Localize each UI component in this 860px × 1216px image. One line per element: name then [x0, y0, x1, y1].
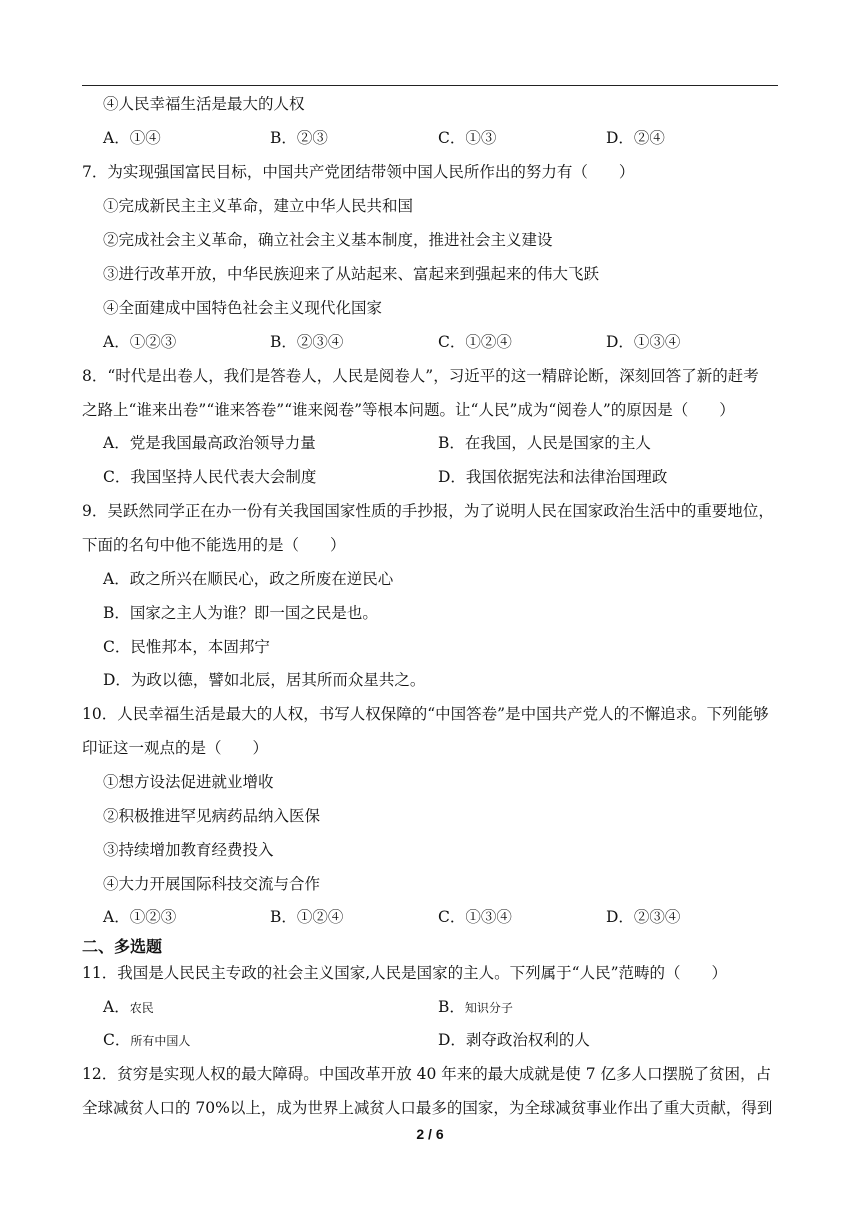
q8-option-d: D．我国依据宪法和法律治国理政 [438, 468, 668, 486]
section-heading-multi-choice: 二、多选题 [82, 937, 163, 956]
q7-item-2: ②完成社会主义革命，确立社会主义基本制度，推进社会主义建设 [103, 231, 553, 249]
q11-option-b-text: 知识分子 [464, 1001, 513, 1015]
q6-option-d: D．②④ [606, 129, 665, 147]
q11-option-a-text: 农民 [129, 1001, 154, 1015]
q9-option-b: B．国家之主人为谁？即一国之民是也。 [103, 604, 378, 622]
q10-item-2: ②积极推进罕见病药品纳入医保 [103, 807, 321, 825]
q10-option-d: D．②③④ [606, 908, 681, 926]
prev-item-4: ④人民幸福生活是最大的人权 [103, 95, 305, 113]
q10-item-4: ④大力开展国际科技交流与合作 [103, 875, 321, 893]
q6-option-c: C．①③ [438, 129, 497, 147]
q8-stem-1: 8．“时代是出卷人，我们是答卷人，人民是阅卷人”，习近平的这一精辟论断，深刻回答了新的赶考 [82, 367, 759, 385]
q8-option-b: B．在我国，人民是国家的主人 [438, 434, 651, 452]
q11-option-b-letter: B． [438, 998, 465, 1016]
q10-item-1: ①想方设法促进就业增收 [103, 773, 274, 791]
q6-option-b: B．②③ [270, 129, 328, 147]
q9-stem-1: 9．吴跃然同学正在办一份有关我国国家性质的手抄报，为了说明人民在国家政治生活中的重要地位， [82, 502, 774, 520]
q11-option-a-letter: A． [103, 998, 130, 1016]
q8-stem-2: 之路上“谁来出卷”“谁来答卷”“谁来阅卷”等根本问题。让“人民”成为“阅卷人”的原因是（ ） [82, 401, 735, 419]
q7-item-3: ③进行改革开放，中华民族迎来了从站起来、富起来到强起来的伟大飞跃 [103, 265, 600, 283]
q6-option-a: A．①④ [103, 129, 161, 147]
q10-stem-1: 10．人民幸福生活是最大的人权，书写人权保障的“中国答卷”是中国共产党人的不懈追求。下列能够 [82, 705, 769, 723]
q11-option-c-letter: C． [103, 1031, 131, 1049]
q7-stem: 7．为实现强国富民目标，中国共产党团结带领中国人民所作出的努力有（ ） [82, 163, 635, 181]
q7-item-1: ①完成新民主主义革命，建立中华人民共和国 [103, 197, 414, 215]
q11-option-d: D．剥夺政治权利的人 [438, 1031, 590, 1049]
q12-line-1: 12．贫穷是实现人权的最大障碍。中国改革开放 40 年来的最大成就是使 7 亿多人口摆脱了贫困，占 [82, 1065, 772, 1083]
q7-item-4: ④全面建成中国特色社会主义现代化国家 [103, 299, 383, 317]
q9-option-c: C．民惟邦本，本固邦宁 [103, 638, 270, 656]
q11-option-b [438, 997, 513, 1018]
q7-option-b: B．②③④ [270, 333, 344, 351]
q7-option-d: D．①③④ [606, 333, 681, 351]
q8-option-c: C．我国坚持人民代表大会制度 [103, 468, 317, 486]
q12-line-2: 全球减贫人口的 70%以上，成为世界上减贫人口最多的国家，为全球减贫事业作出了重大贡献，得到 [82, 1099, 773, 1117]
q11-stem: 11．我国是人民民主专政的社会主义国家,人民是国家的主人。下列属于“人民”范畴的（ ） [82, 964, 728, 982]
q9-option-d: D．为政以德，譬如北辰，居其所而众星共之。 [103, 671, 426, 689]
q10-option-a: A．①②③ [103, 908, 177, 926]
q7-option-c: C．①②④ [438, 333, 512, 351]
q10-item-3: ③持续增加教育经费投入 [103, 841, 274, 859]
q8-option-a: A．党是我国最高政治领导力量 [103, 434, 316, 452]
q10-stem-2: 印证这一观点的是（ ） [82, 739, 269, 757]
q11-option-c [103, 1030, 190, 1051]
q9-stem-2: 下面的名句中他不能选用的是（ ） [82, 536, 346, 554]
header-rule [82, 85, 778, 86]
q11-option-c-text: 所有中国人 [130, 1034, 191, 1048]
q10-option-c: C．①③④ [438, 908, 512, 926]
q10-option-b: B．①②④ [270, 908, 344, 926]
q7-option-a: A．①②③ [103, 333, 177, 351]
q9-option-a: A．政之所兴在顺民心，政之所废在逆民心 [103, 570, 394, 588]
q11-option-a [103, 997, 154, 1018]
page-number: 2 / 6 [416, 1126, 444, 1142]
